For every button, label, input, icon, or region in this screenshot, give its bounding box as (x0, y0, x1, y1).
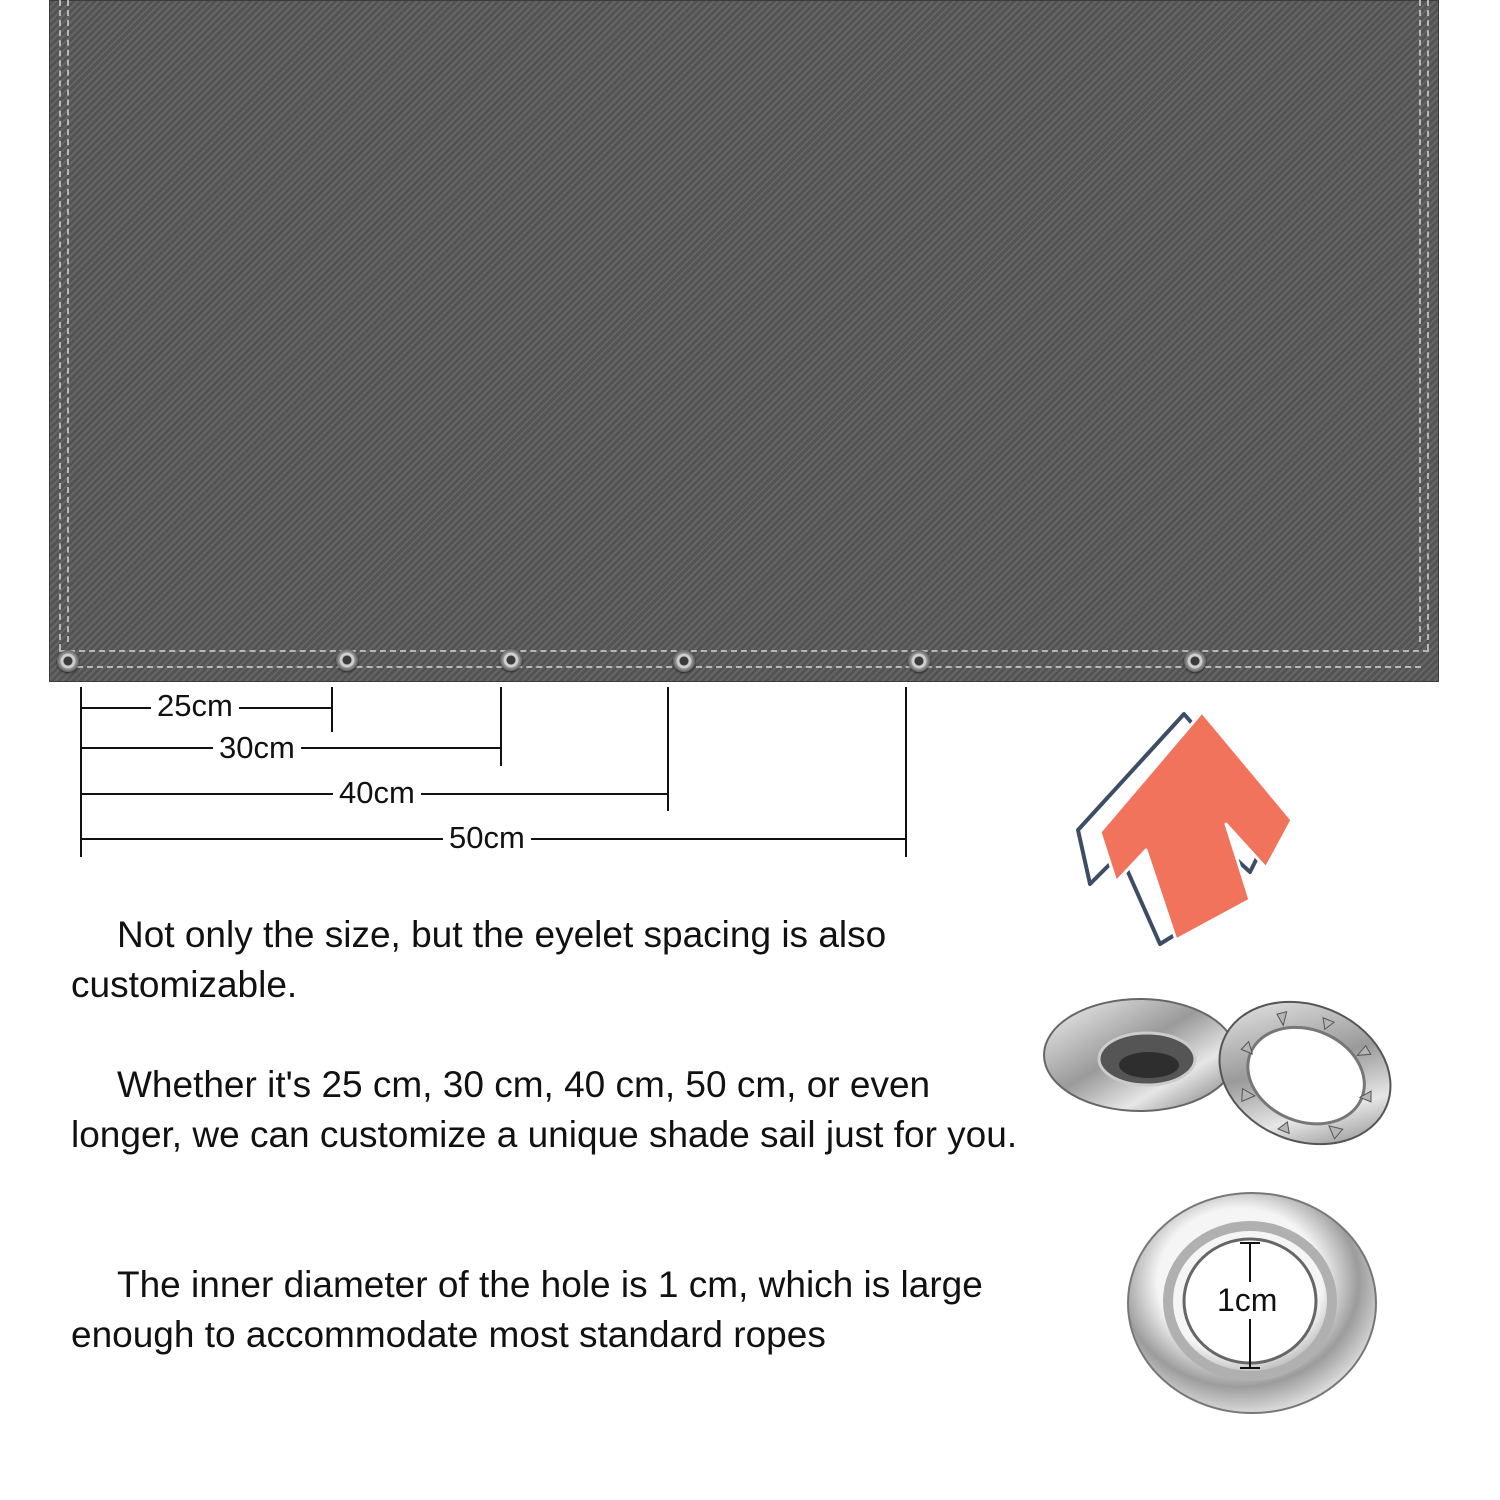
up-arrow-icon (1070, 700, 1310, 960)
inner-diameter-label: 1cm (1217, 1282, 1278, 1318)
dimension-label-40: 40cm (333, 776, 421, 810)
dimension-label-50: 50cm (443, 821, 531, 855)
paragraph-custom-spacing: Whether it's 25 cm, 30 cm, 40 cm, 50 cm, or even longer, we can customize a unique shade sail just for you. (71, 1064, 1018, 1155)
dimension-label-25: 25cm (151, 689, 239, 723)
dimension-label-30: 30cm (213, 731, 301, 765)
grommet-parts-icon (1035, 975, 1410, 1170)
paragraph-eyelet-spacing: Not only the size, but the eyelet spacing is also customizable. (71, 914, 887, 1005)
paragraph-inner-diameter: The inner diameter of the hole is 1 cm, which is large enough to accommodate most standard ropes (71, 1264, 983, 1355)
